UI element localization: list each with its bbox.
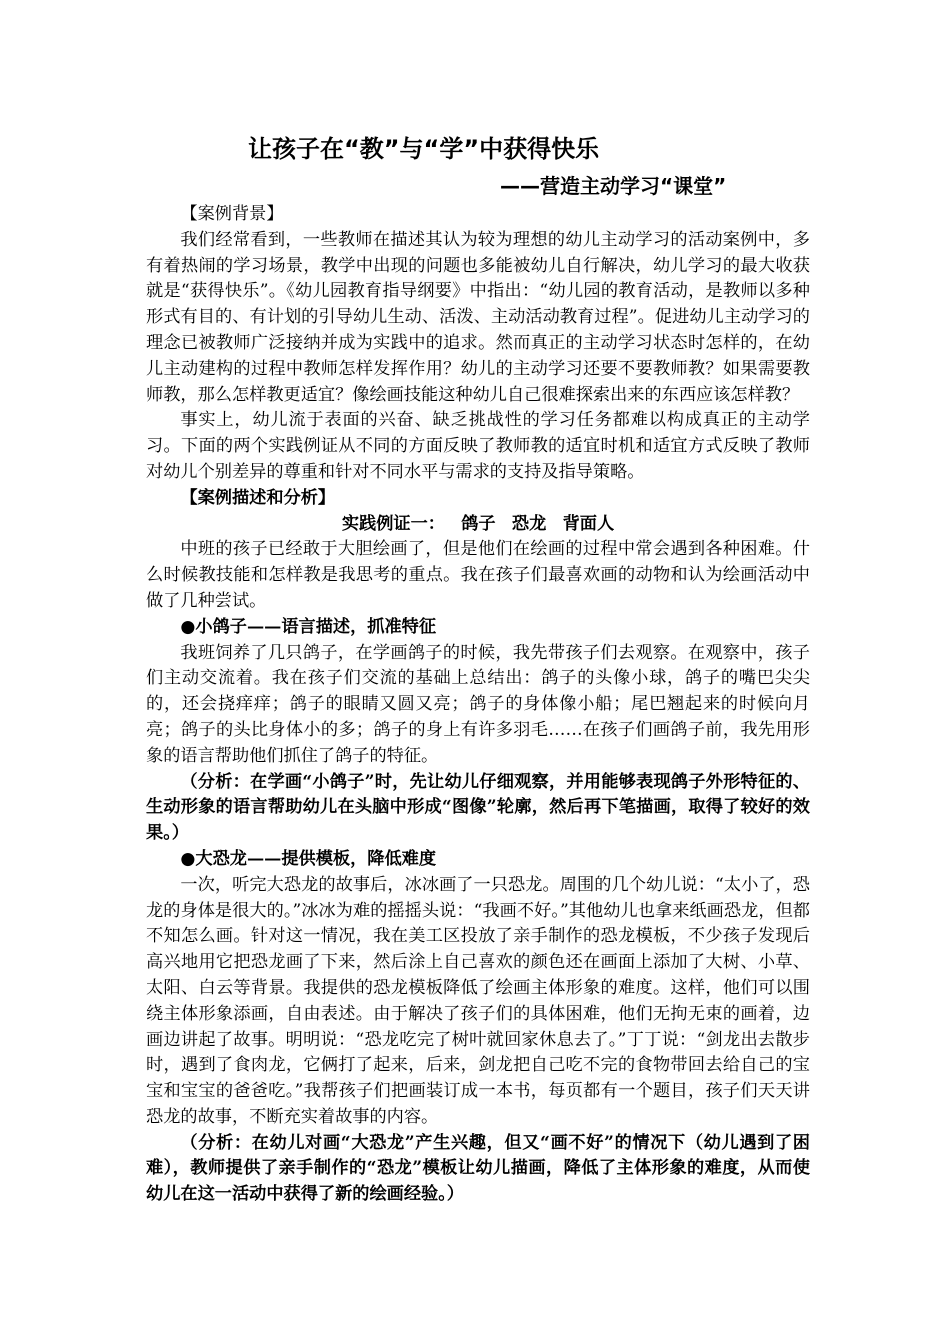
paragraph-example-intro: 中班的孩子已经敢于大胆绘画了，但是他们在绘画的过程中常会遇到各种困难。什么时候教技能和怎样教是我思考的重点。我在孩子们最喜欢画的动物和认为绘画活动中做了几种尝试。 bbox=[146, 539, 810, 611]
document-subtitle: ——营造主动学习“课堂” bbox=[500, 174, 727, 198]
section-heading-background: 【案例背景】 bbox=[180, 204, 284, 224]
paragraph-background-1: 我们经常看到，一些教师在描述其认为较为理想的幼儿主动学习的活动案例中，多有着热闹的学习场景，教学中出现的问题也多能被幼儿自行解决，幼儿学习的最大收获就是“获得快乐”。《幼儿园教育指导纲要》中指出：“幼儿园的教育活动，是教师以多种形式有目的、有计划的引导幼儿生动、活泼、主动活动教育过程”。促进幼儿主动学习的理念已被教师广泛接纳并成为实践中的追求。然而真正的主动学习状态时怎样的，在幼儿主动建构的过程中教师怎样发挥作用？幼儿的主动学习还要不要教师教？如果需要教师教，那么怎样教更适宜？像绘画技能这种幼儿自己很难探索出来的东西应该怎样教？ bbox=[146, 229, 810, 405]
paragraph-dinosaur: 一次，听完大恐龙的故事后，冰冰画了一只恐龙。周围的几个幼儿说：“太小了，恐龙的身体是很大的。”冰冰为难的摇摇头说：“我画不好。”其他幼儿也拿来纸画恐龙，但都不知怎么画。针对这一情况，我在美工区投放了亲手制作的恐龙模板，不少孩子发现后高兴地用它把恐龙画了下来，然后涂上自己喜欢的颜色还在画面上添加了大树、小草、太阳、白云等背景。我提供的恐龙模板降低了绘画主体形象的难度。这样，他们可以围绕主体形象添画，自由表述。由于解决了孩子们的具体困难，他们无拘无束的画着，边画边讲起了故事。明明说：“恐龙吃完了树叶就回家休息去了。”丁丁说：“剑龙出去散步时，遇到了食肉龙，它俩打了起来，后来，剑龙把自己吃不完的食物带回去给自己的宝宝和宝宝的爸爸吃。”我帮孩子们把画装订成一本书，每页都有一个题目，孩子们天天讲恐龙的故事，不断充实着故事的内容。 bbox=[146, 874, 810, 1127]
paragraph-background-2: 事实上，幼儿流于表面的兴奋、缺乏挑战性的学习任务都难以构成真正的主动学习。下面的两个实践例证从不同的方面反映了教师教的适宜时机和适宜方式反映了教师对幼儿个别差异的尊重和针对不同水平与需求的支持及指导策略。 bbox=[146, 410, 810, 482]
analysis-dinosaur: （分析：在幼儿对画“大恐龙”产生兴趣，但又“画不好”的情况下（幼儿遇到了困难），教师提供了亲手制作的“恐龙”模板让幼儿描画，降低了主体形象的难度，从而使幼儿在这一活动中获得了新的绘画经验。） bbox=[146, 1132, 810, 1205]
example-heading: 实践例证一： 鸽子 恐龙 背面人 bbox=[341, 513, 615, 534]
section-heading-analysis: 【案例描述和分析】 bbox=[180, 487, 336, 508]
analysis-pigeon: （分析：在学画“小鸽子”时，先让幼儿仔细观察，并用能够表现鸽子外形特征的、生动形象的语言帮助幼儿在头脑中形成“图像”轮廓，然后再下笔描画，取得了较好的效果。） bbox=[146, 771, 810, 844]
document-body bbox=[146, 202, 810, 1208]
subheading-dinosaur: ●大恐龙——提供模板，降低难度 bbox=[180, 848, 437, 869]
subheading-pigeon: ●小鸽子——语言描述，抓准特征 bbox=[180, 616, 437, 637]
paragraph-pigeon: 我班饲养了几只鸽子，在学画鸽子的时候，我先带孩子们去观察。在观察中，孩子们主动交流着。我在孩子们交流的基础上总结出：鸽子的头像小球，鸽子的嘴巴尖尖的，还会挠痒痒；鸽子的眼睛又圆又亮；鸽子的身体像小船；尾巴翘起来的时候向月亮；鸽子的头比身体小的多；鸽子的身上有许多羽毛……在孩子们画鸽子前，我先用形象的语言帮助他们抓住了鸽子的特征。 bbox=[146, 642, 810, 766]
document-title: 让孩子在“教”与“学”中获得快乐 bbox=[248, 135, 600, 163]
